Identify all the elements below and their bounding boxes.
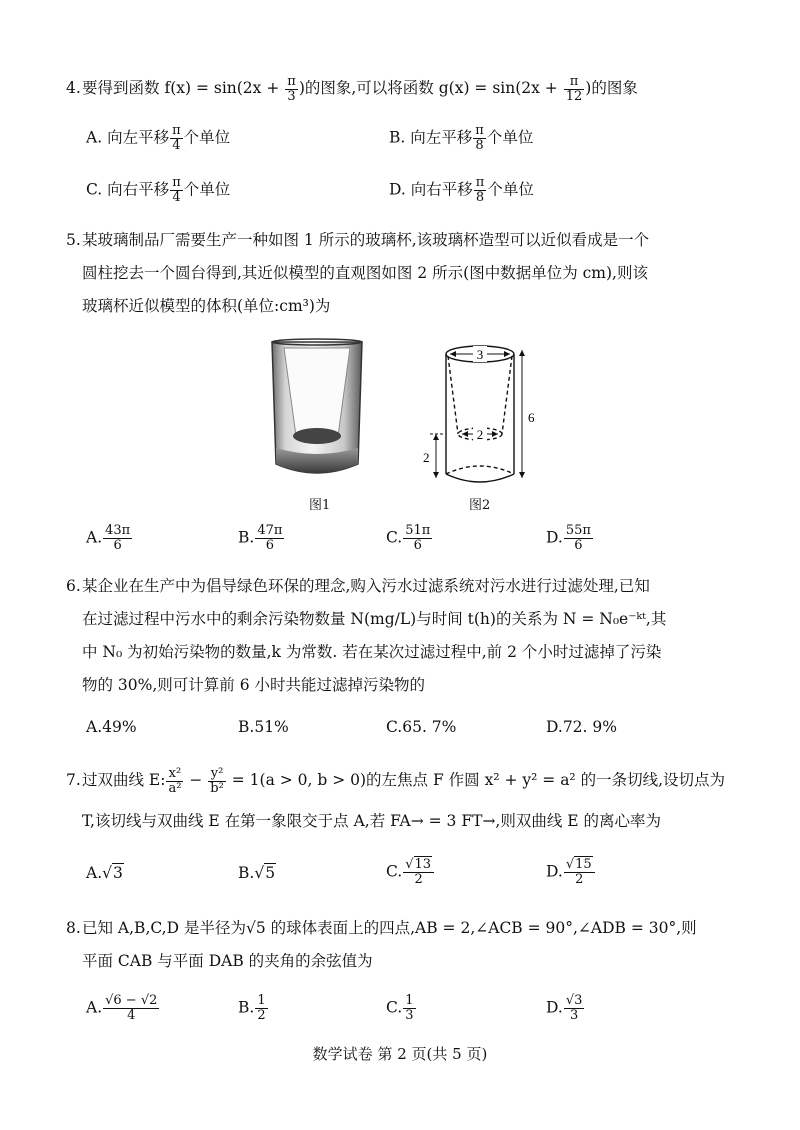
figure-2-caption: 图2	[469, 498, 491, 513]
option-a[interactable]: A. $\frac{√6 - √2}{4}$	[86, 993, 158, 1023]
cylinder-model-figure	[418, 338, 534, 494]
question-stem: )的图象	[585, 79, 638, 97]
question-6	[66, 570, 746, 702]
question-stem-line: 过双曲线 E: $\frac{\text{x²}}{\text{a²}}$ − $\frac{\text{y²}}{\text{b²}}$ = 1(a > 0, b > 0)的左焦点 F 作圆 x² + y² = a² 的一条切线,设切点为	[82, 765, 726, 796]
question-7	[66, 764, 746, 838]
question-stem-line: 中 N₀ 为初始污染物的数量,k 为常数. 若在某次过滤过程中,前 2 个小时过滤掉了污染	[82, 643, 662, 661]
label-inner-diameter: 2	[476, 427, 484, 442]
option-d[interactable]: D.72. 9%	[546, 718, 617, 736]
option-b[interactable]: B.51%	[238, 718, 289, 736]
question-number: 7.	[66, 771, 81, 789]
question-stem-line: 圆柱挖去一个圆台得到,其近似模型的直观图如图 2 所示(图中数据单位为 cm),则该	[82, 264, 648, 282]
fraction: $\frac{\pi}{12}$	[565, 73, 583, 104]
option-c[interactable]: C. $\frac{51\pi}{6}$	[386, 523, 431, 553]
fraction: $\frac{\pi}{3}$	[287, 73, 296, 104]
question-stem-line: T,该切线与双曲线 E 在第一象限交于点 A,若 FA→ = 3 FT→,则双曲线 E 的离心率为	[82, 812, 662, 830]
question-4	[66, 72, 746, 105]
question-stem-line: 物的 30%,则可计算前 6 小时共能过滤掉污染物的	[82, 676, 426, 694]
question-stem-line: 已知 A,B,C,D 是半径为√5 的球体表面上的四点,AB = 2,∠ACB = 90°,∠ADB = 30°,则	[82, 919, 697, 937]
function-f: f(x) = sin(2x +	[164, 79, 285, 97]
option-d[interactable]: D. 向右平移 $\frac{\pi}{8}$ 个单位	[389, 175, 534, 205]
page-footer: 数学试卷 第 2 页(共 5 页)	[312, 1045, 488, 1063]
question-stem-line: 在过滤过程中污水中的剩余污染物数量 N(mg/L)与时间 t(h)的关系为 N = N₀e⁻ᵏᵗ,其	[82, 610, 667, 628]
question-stem: 要得到函数	[82, 79, 160, 97]
option-d[interactable]: D. $\frac{√3}{3}$	[546, 993, 583, 1023]
label-top-diameter: 3	[476, 347, 484, 362]
question-stem: )的图象,可以将函数	[298, 79, 434, 97]
question-stem-line: 某玻璃制品厂需要生产一种如图 1 所示的玻璃杯,该玻璃杯造型可以近似看成是一个	[82, 231, 650, 249]
option-b[interactable]: B. 向左平移 $\frac{\pi}{8}$ 个单位	[389, 123, 534, 153]
option-a[interactable]: A. 向左平移 $\frac{\pi}{4}$ 个单位	[86, 123, 231, 153]
question-8	[66, 912, 746, 978]
option-b[interactable]: B. $\frac{1}{2}$	[238, 993, 266, 1023]
option-a[interactable]: A.49%	[86, 718, 137, 736]
label-height: 6	[528, 410, 534, 425]
question-stem-line: 某企业在生产中为倡导绿色环保的理念,购入污水过滤系统对污水进行过滤处理,已知	[82, 577, 650, 595]
question-stem-line: 平面 CAB 与平面 DAB 的夹角的余弦值为	[82, 952, 373, 970]
option-a[interactable]: A. $\frac{43\pi}{6}$	[86, 523, 131, 553]
function-g: g(x) = sin(2x +	[438, 79, 563, 97]
option-c[interactable]: C.65. 7%	[386, 718, 457, 736]
option-b[interactable]: B.√5	[238, 864, 276, 882]
option-c[interactable]: C. $\frac{1}{3}$	[386, 993, 414, 1023]
option-a[interactable]: A.√3	[86, 864, 123, 882]
question-number: 4.	[66, 79, 81, 97]
question-number: 6.	[66, 577, 81, 595]
option-d[interactable]: D. $\frac{55\pi}{6}$	[546, 523, 591, 553]
option-c[interactable]: C. $\frac{√13}{2}$	[386, 858, 435, 887]
option-b[interactable]: B. $\frac{47\pi}{6}$	[238, 523, 283, 553]
figure-1-caption: 图1	[309, 498, 331, 513]
question-number: 8.	[66, 919, 81, 937]
question-number: 5.	[66, 231, 81, 249]
option-c[interactable]: C. 向右平移 $\frac{\pi}{4}$ 个单位	[86, 175, 231, 205]
label-bottom-thickness: 2	[423, 450, 430, 465]
option-d[interactable]: D. $\frac{√15}{2}$	[546, 858, 596, 887]
question-stem-line: 玻璃杯近似模型的体积(单位:cm³)为	[82, 297, 331, 315]
glass-photo-figure	[262, 336, 372, 488]
question-5	[66, 224, 746, 323]
